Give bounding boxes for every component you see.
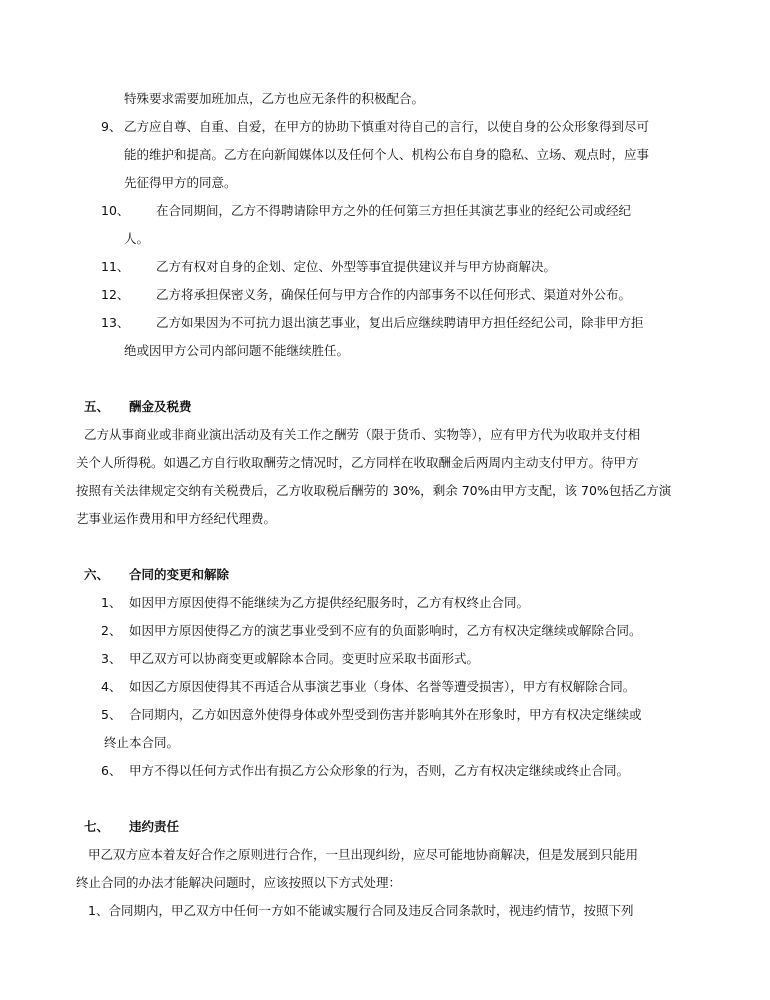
section5-para-line4: 艺事业运作费用和甲方经纪代理费。 [76, 511, 277, 526]
s6-item5-continuation: 终止本合同。 [104, 735, 180, 750]
s6-item1-text: 如因甲方原因使得不能继续为乙方提供经纪服务时，乙方有权终止合同。 [129, 595, 530, 610]
s6-item2-number: 2、 [101, 623, 122, 638]
item10-line1: 在合同期间，乙方不得聘请除甲方之外的任何第三方担任其演艺事业的经纪公司或经纪 [156, 203, 632, 218]
s6-item1-number: 1、 [101, 595, 122, 610]
section7-number: 七、 [84, 819, 110, 834]
section6-number: 六、 [84, 567, 110, 582]
s6-item3-number: 3、 [101, 651, 122, 666]
item13-number: 13、 [101, 315, 130, 330]
item9-number: 9、 [101, 119, 122, 134]
item9-line3: 先征得甲方的同意。 [124, 175, 237, 190]
section5-number: 五、 [84, 399, 110, 414]
section5-title: 酬金及税费 [129, 399, 192, 414]
section7-para-line2: 终止合同的办法才能解决问题时，应该按照以下方式处理： [76, 875, 402, 890]
item13-line2: 绝或因甲方公司内部问题不能继续胜任。 [124, 343, 350, 358]
item10-number: 10、 [101, 203, 130, 218]
section5-para-line1: 乙方从事商业或非商业演出活动及有关工作之酬劳（限于货币、实物等），应有甲方代为收取并支付相 [84, 427, 641, 442]
s6-item4-number: 4、 [101, 679, 122, 694]
section5-para-line3: 按照有关法律规定交纳有关税费后，乙方收取税后酬劳的 30%，剩余 70%由甲方支配，该 70%包括乙方演 [76, 483, 672, 498]
item9-line1: 乙方应自尊、自重、自爱，在甲方的协助下慎重对待自己的言行，以使自身的公众形象得到尽可 [124, 119, 650, 134]
section7-para-line1: 甲乙双方应本着友好合作之原则进行合作，一旦出现纠纷，应尽可能地协商解决，但是发展到只能用 [88, 847, 639, 862]
s6-item6-text: 甲方不得以任何方式作出有损乙方公众形象的行为，否则，乙方有权决定继续或终止合同。 [129, 763, 630, 778]
s6-item5-text: 合同期内，乙方如因意外使得身体或外型受到伤害并影响其外在形象时，甲方有权决定继续或 [129, 707, 642, 722]
item12-line1: 乙方将承担保密义务，确保任何与甲方合作的内部事务不以任何形式、渠道对外公布。 [156, 287, 632, 302]
section7-para-line3: 1、合同期内，甲乙双方中任何一方如不能诚实履行合同及违反合同条款时，视违约情节，按照下列 [88, 903, 634, 918]
s6-item5-number: 5、 [101, 707, 122, 722]
item11-line1: 乙方有权对自身的企划、定位、外型等事宜提供建议并与甲方协商解决。 [156, 259, 557, 274]
s6-item3-text: 甲乙双方可以协商变更或解除本合同。变更时应采取书面形式。 [129, 651, 480, 666]
item8-continuation: 特殊要求需要加班加点，乙方也应无条件的积极配合。 [124, 91, 425, 106]
section5-para-line2: 关个人所得税。如遇乙方自行收取酬劳之情况时，乙方同样在收取酬金后两周内主动支付甲方。待甲方 [76, 455, 639, 470]
item11-number: 11、 [101, 259, 130, 274]
s6-item2-text: 如因甲方原因使得乙方的演艺事业受到不应有的负面影响时，乙方有权决定继续或解除合同。 [129, 623, 642, 638]
s6-item6-number: 6、 [101, 763, 122, 778]
item9-line2: 能的维护和提高。乙方在向新闻媒体以及任何个人、机构公布自身的隐私、立场、观点时，应事 [124, 147, 650, 162]
item12-number: 12、 [101, 287, 130, 302]
s6-item4-text: 如因乙方原因使得其不再适合从事演艺事业（身体、名誉等遭受损害），甲方有权解除合同。 [129, 679, 636, 694]
section7-title: 违约责任 [129, 819, 180, 834]
section6-title: 合同的变更和解除 [129, 567, 230, 582]
item10-line2: 人。 [124, 231, 150, 246]
item13-line1: 乙方如果因为不可抗力退出演艺事业，复出后应继续聘请甲方担任经纪公司，除非甲方拒 [156, 315, 644, 330]
